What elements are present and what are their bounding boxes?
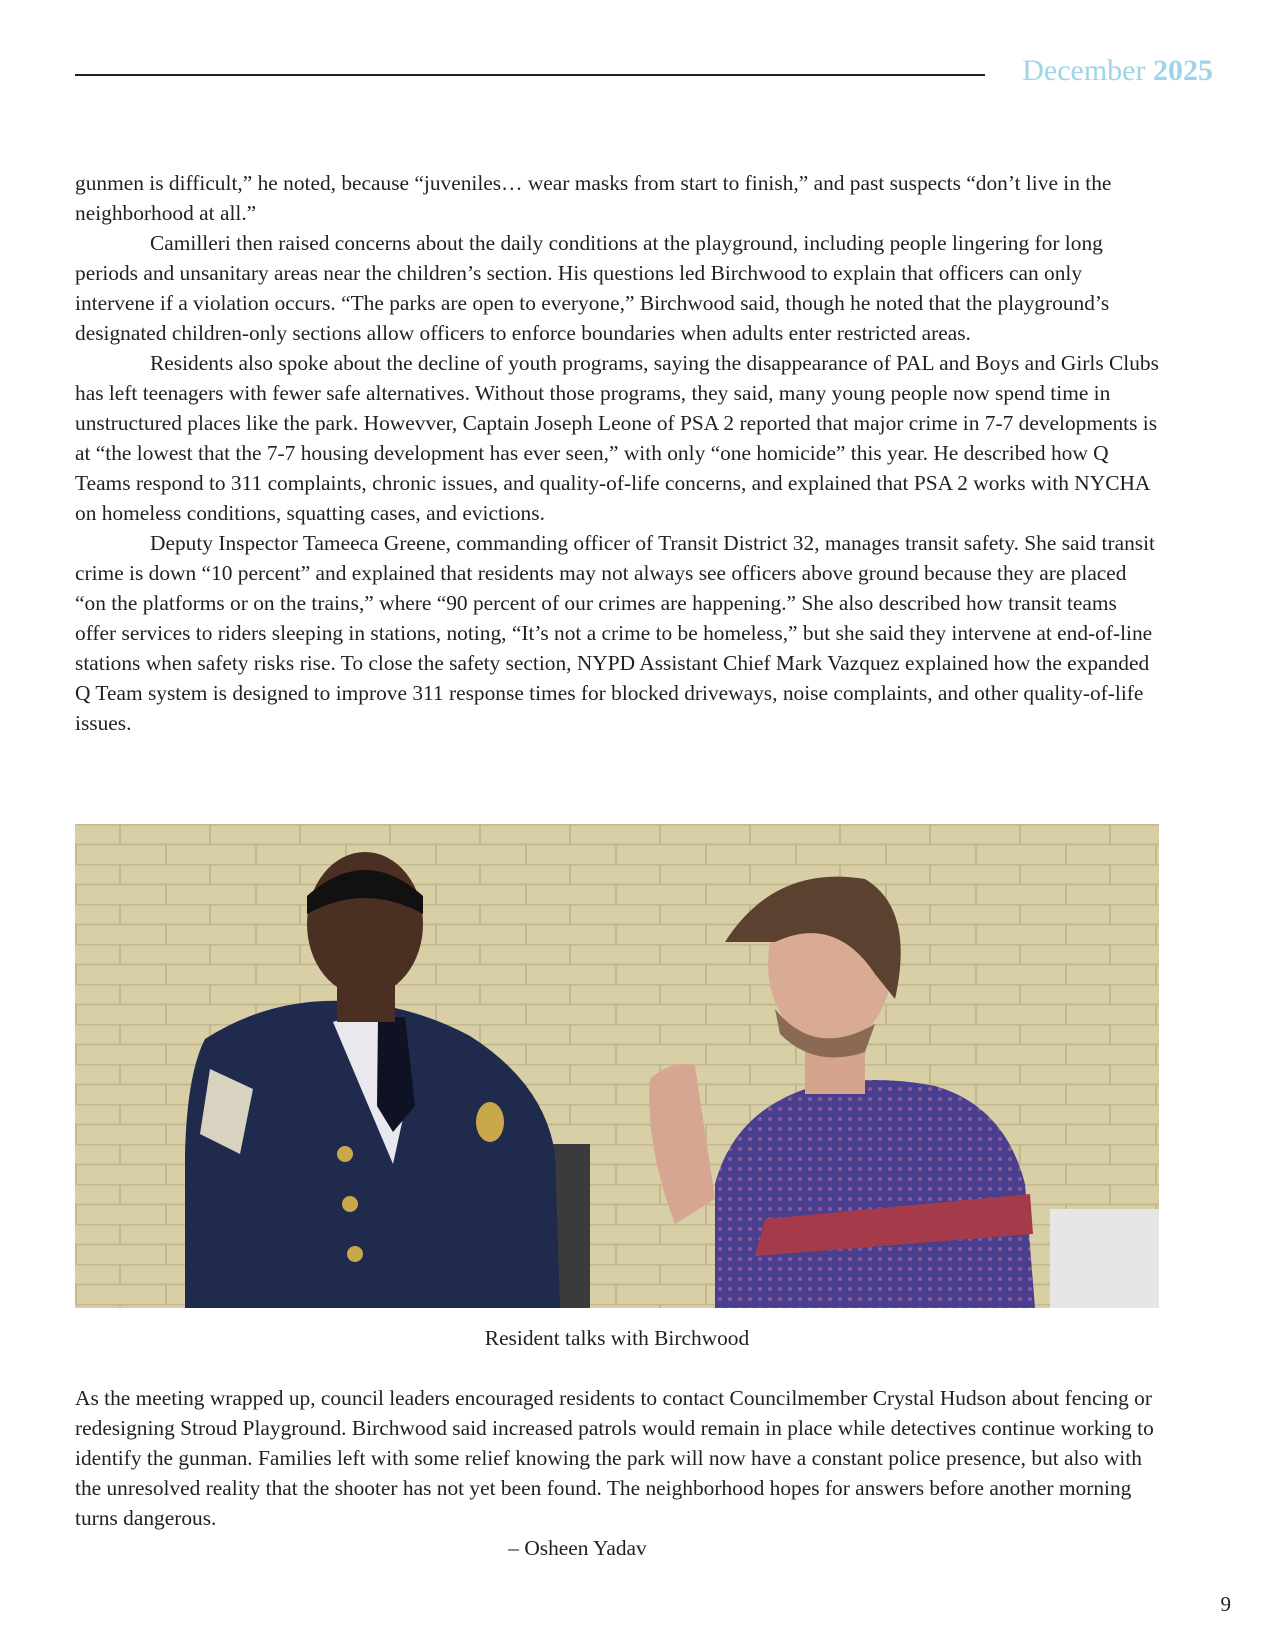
article-body <box>75 168 1160 738</box>
article-paragraph: Residents also spoke about the decline of youth programs, saying the disappearance of PAL and Boys and Girls Clubs has left teenagers with fewer safe alternatives. Without those programs, they said, many young people now spend time in unstructured places like the park. Howevver, Captain Joseph Leone of PSA 2 reported that major crime in 7-7 developments is at “the lowest that the 7-7 housing development has ever seen,” with only “one homicide” this year. He described how Q Teams respond to 311 complaints, chronic issues, and quality-of-life concerns, and explained that PSA 2 works with NYCHA on homeless conditions, squatting cases, and evictions. <box>75 351 1159 525</box>
issue-year: 2025 <box>1153 54 1213 87</box>
page-number: 9 <box>1220 1592 1231 1616</box>
closing-section <box>75 1383 1160 1563</box>
article-paragraph: gunmen is difficult,” he noted, because “juveniles… wear masks from start to finish,” and past suspects “don’t live in the neighborhood at all.” <box>75 171 1112 225</box>
article-paragraph: Deputy Inspector Tameeca Greene, commanding officer of Transit District 32, manages transit safety. She said transit crime is down “10 percent” and explained that residents may not always see officers above ground because they are placed “on the platforms or on the trains,” where “90 percent of our crimes are happening.” She also described how transit teams offer services to riders sleeping in stations, noting, “It’s not a crime to be homeless,” but she said they intervene at end-of-line stations when safety risks rise. To close the safety section, NYPD Assistant Chief Mark Vazquez explained how the expanded Q Team system is designed to improve 311 response times for blocked driveways, noise complaints, and other quality-of-life issues. <box>75 531 1155 735</box>
photo-caption: Resident talks with Birchwood <box>484 1326 750 1350</box>
article-paragraph: Camilleri then raised concerns about the daily conditions at the playground, including people lingering for long periods and unsanitary areas near the children’s section. His questions led Birchwood to explain that officers can only intervene if a violation occurs. “The parks are open to everyone,” Birchwood said, though he noted that the playground’s designated children-only sections allow officers to enforce boundaries when adults enter restricted areas. <box>75 231 1110 345</box>
issue-date <box>1022 56 1213 86</box>
photo-officer-and-resident <box>75 824 1159 1308</box>
closing-paragraph: As the meeting wrapped up, council leaders encouraged residents to contact Councilmember Crystal Hudson about fencing or redesigning Stroud Playground. Birchwood said increased patrols would remain in place while detectives continue working to identify the gunman. Families left with some relief knowing the park will now have a constant police presence, but also with the unresolved reality that the shooter has not yet been found. The neighborhood hopes for answers before another morning turns dangerous. <box>75 1386 1154 1530</box>
issue-month: December <box>1022 54 1146 87</box>
header-rule <box>75 74 985 76</box>
byline: – Osheen Yadav <box>508 1536 647 1560</box>
